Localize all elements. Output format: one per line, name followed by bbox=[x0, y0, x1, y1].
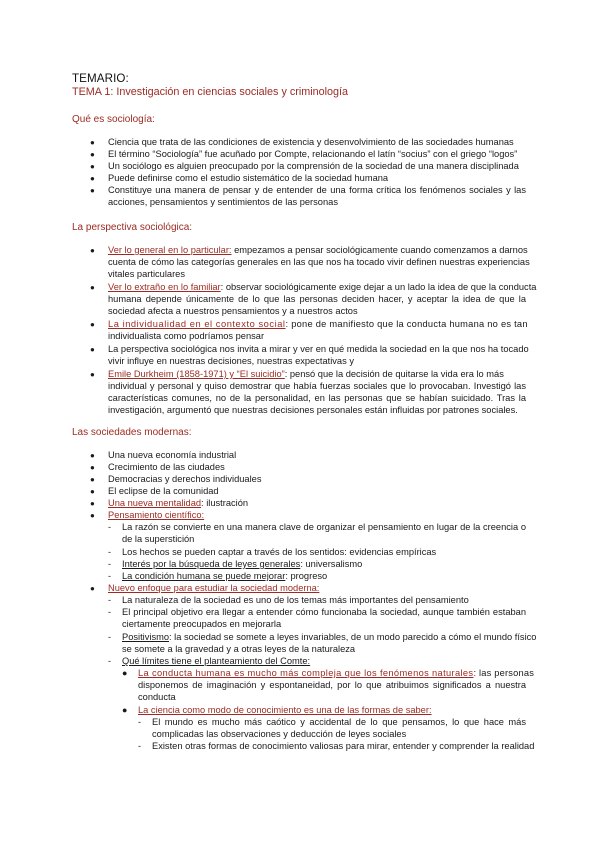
list-item-text: La razón se convierte en una manera clave de organizar el pensamiento en lugar de la creencia o bbox=[122, 522, 526, 532]
dash-marker: - bbox=[108, 656, 111, 666]
dash-marker: - bbox=[108, 607, 111, 617]
list-item-text: ciertamente preocupados en mejorarla bbox=[122, 619, 282, 629]
list-item-text: Puede definirse como el estudio sistemático de la sociedad humana bbox=[108, 173, 389, 183]
section-heading-sociedades: Las sociedades modernas: bbox=[72, 427, 192, 438]
list-item-text: individualista como podríamos pensar bbox=[108, 331, 265, 341]
list-item-text: Existen otras formas de conocimiento valiosas para mirar, entender y comprender la realidad bbox=[152, 741, 535, 751]
list-item-text: Crecimiento de las ciudades bbox=[108, 462, 225, 472]
bullet-icon: ● bbox=[90, 138, 95, 147]
list-item-text: Emile Durkheim (1858-1971) y “El suicidio”: pensó que la decisión de quitarse la vida era lo más bbox=[108, 369, 504, 379]
dash-marker: - bbox=[108, 522, 111, 532]
list-item-text: Interés por la búsqueda de leyes generales: universalismo bbox=[122, 559, 363, 569]
list-item-text: se somete a la gravedad y a otras leyes de la naturaleza bbox=[122, 644, 356, 654]
bullet-icon: ● bbox=[90, 345, 95, 354]
bullet-icon: ● bbox=[90, 511, 95, 520]
list-item-text: sociedad afecta a nuestros pensamientos y a nuestros actos bbox=[108, 306, 358, 316]
list-item-text: Democracias y derechos individuales bbox=[108, 474, 262, 484]
bullet-icon: ● bbox=[90, 475, 95, 484]
list-item-text: La individualidad en el contexto social: pone de manifiesto que la conducta humana no es tan bbox=[108, 319, 528, 329]
bullet-icon: ● bbox=[90, 487, 95, 496]
dash-marker: - bbox=[108, 547, 111, 557]
section-heading-que-es: Qué es sociología: bbox=[72, 114, 155, 125]
list-item-text: El término “Sociología” fue acuñado por Compte, relacionando el latín “socius” con el griego “logos” bbox=[108, 149, 518, 159]
section-heading-perspectiva: La perspectiva sociológica: bbox=[72, 222, 193, 233]
highlight-term: Nuevo enfoque para estudiar la sociedad moderna: bbox=[108, 583, 320, 593]
list-item-text: Ciencia que trata de las condiciones de existencia y desenvolvimiento de las sociedades humanas bbox=[108, 137, 514, 147]
highlight-term: Pensamiento científico: bbox=[108, 510, 205, 520]
list-item-text: complicadas las observaciones y deducción de leyes sociales bbox=[152, 729, 407, 739]
list-item-text: cuenta de cómo las categorías generales en las que nos ha tocado vivir definen nuestras experiencias bbox=[108, 257, 530, 267]
bullet-icon: ● bbox=[90, 320, 95, 329]
bullet-icon: ● bbox=[90, 150, 95, 159]
bullet-icon: ● bbox=[90, 499, 95, 508]
list-item-text: vitales particulares bbox=[108, 269, 185, 279]
document-title: TEMARIO: bbox=[72, 72, 129, 85]
circle-bullet-icon: ● bbox=[122, 668, 128, 678]
underlined-term: La condición humana se puede mejorar bbox=[122, 571, 286, 581]
underlined-term: Positivismo bbox=[122, 632, 170, 642]
list-item-text: individual y personal y quiso demostrar que había fuerzas sociales que lo provocaban. Investigó las bbox=[108, 381, 526, 391]
bullet-icon: ● bbox=[90, 370, 95, 379]
bullet-icon: ● bbox=[90, 246, 95, 255]
highlight-term: La ciencia como modo de conocimiento es una de las formas de saber: bbox=[138, 705, 432, 715]
bullet-icon: ● bbox=[90, 186, 95, 195]
highlight-term: Ver lo extraño en lo familiar bbox=[108, 282, 221, 292]
dash-marker: - bbox=[108, 595, 111, 605]
dash-marker: - bbox=[138, 717, 141, 727]
dash-marker: - bbox=[108, 571, 111, 581]
list-item-text: investigación, argumentó que nuestras decisiones personales están influidas por patrones sociales. bbox=[108, 405, 518, 415]
list-item-text: Una nueva mentalidad: ilustración bbox=[108, 498, 249, 508]
bullet-icon: ● bbox=[90, 174, 95, 183]
list-item-text: características comunes, no de la personalidad, en las personas que se habían suicidado. Tras la bbox=[108, 393, 526, 403]
bullet-icon: ● bbox=[90, 451, 95, 460]
list-item-text: La perspectiva sociológica nos invita a mirar y ver en qué medida la sociedad en la que nos ha tocado bbox=[108, 344, 529, 354]
highlight-term: La conducta humana es mucho más compleja que los fenómenos naturales bbox=[138, 668, 474, 678]
list-item-text: El eclipse de la comunidad bbox=[108, 486, 219, 496]
highlight-term: Ver lo general en lo particular: bbox=[108, 245, 232, 255]
dash-marker: - bbox=[108, 559, 111, 569]
bullet-icon: ● bbox=[90, 463, 95, 472]
list-item-text: Positivismo: la sociedad se somete a leyes invariables, de un modo parecido a cómo el mundo físico bbox=[122, 632, 537, 642]
highlight-term: Una nueva mentalidad bbox=[108, 498, 202, 508]
bullet-icon: ● bbox=[90, 162, 95, 171]
list-item-text: humana depende únicamente de lo que las personas deciden hacer, y aceptar la idea de que la bbox=[108, 294, 526, 304]
topic-title: TEMA 1: Investigación en ciencias sociales y criminología bbox=[72, 86, 349, 98]
list-item-text: conducta bbox=[138, 692, 176, 702]
underlined-term: Qué límites tiene el planteamiento del Comte: bbox=[122, 656, 311, 666]
highlight-term: La individualidad en el contexto social bbox=[108, 319, 286, 329]
dash-marker: - bbox=[138, 741, 141, 751]
list-item-text: disponemos de imaginación y espontaneidad, por lo que atribuimos significados a nuestra bbox=[138, 680, 526, 690]
list-item-text: Ver lo general en lo particular: empezamos a pensar sociológicamente cuando comenzamos a darnos bbox=[108, 245, 528, 255]
highlight-term: Emile Durkheim (1858-1971) y “El suicidio” bbox=[108, 369, 285, 379]
underlined-term: Interés por la búsqueda de leyes generales bbox=[122, 559, 301, 569]
list-item-text: vivir influye en nuestras decisiones, nuestras expectativas y bbox=[108, 356, 354, 366]
list-item-text: La condición humana se puede mejorar: progreso bbox=[122, 571, 328, 581]
bullet-icon: ● bbox=[90, 283, 95, 292]
list-item-text: El mundo es mucho más caótico y accidental de lo que pensamos, lo que hace más bbox=[152, 717, 526, 727]
list-item-text: Constituye una manera de pensar y de entender de una forma crítica los fenómenos sociales y las bbox=[108, 185, 526, 195]
list-item-text: El principal objetivo era llegar a entender cómo funcionaba la sociedad, aunque también estaban bbox=[122, 607, 526, 617]
list-item-text: acciones, pensamientos y sentimientos de las personas bbox=[108, 197, 338, 207]
list-item-text: La naturaleza de la sociedad es uno de los temas más importantes del pensamiento bbox=[122, 595, 469, 605]
dash-marker: - bbox=[108, 632, 111, 642]
list-item-text: La conducta humana es mucho más compleja que los fenómenos naturales: las personas bbox=[138, 668, 535, 678]
list-item-text: Ver lo extraño en lo familiar: observar sociológicamente exige dejar a un lado la idea de que la conducta bbox=[108, 282, 537, 292]
list-item-text: Una nueva economía industrial bbox=[108, 450, 237, 460]
list-item-text: Un sociólogo es alguien preocupado por la comprensión de la sociedad de una manera disciplinada bbox=[108, 161, 519, 171]
circle-bullet-icon: ● bbox=[122, 705, 128, 715]
bullet-icon: ● bbox=[90, 584, 95, 593]
list-item-text: de la superstición bbox=[122, 534, 195, 544]
list-item-text: Los hechos se pueden captar a través de los sentidos: evidencias empíricas bbox=[122, 547, 437, 557]
